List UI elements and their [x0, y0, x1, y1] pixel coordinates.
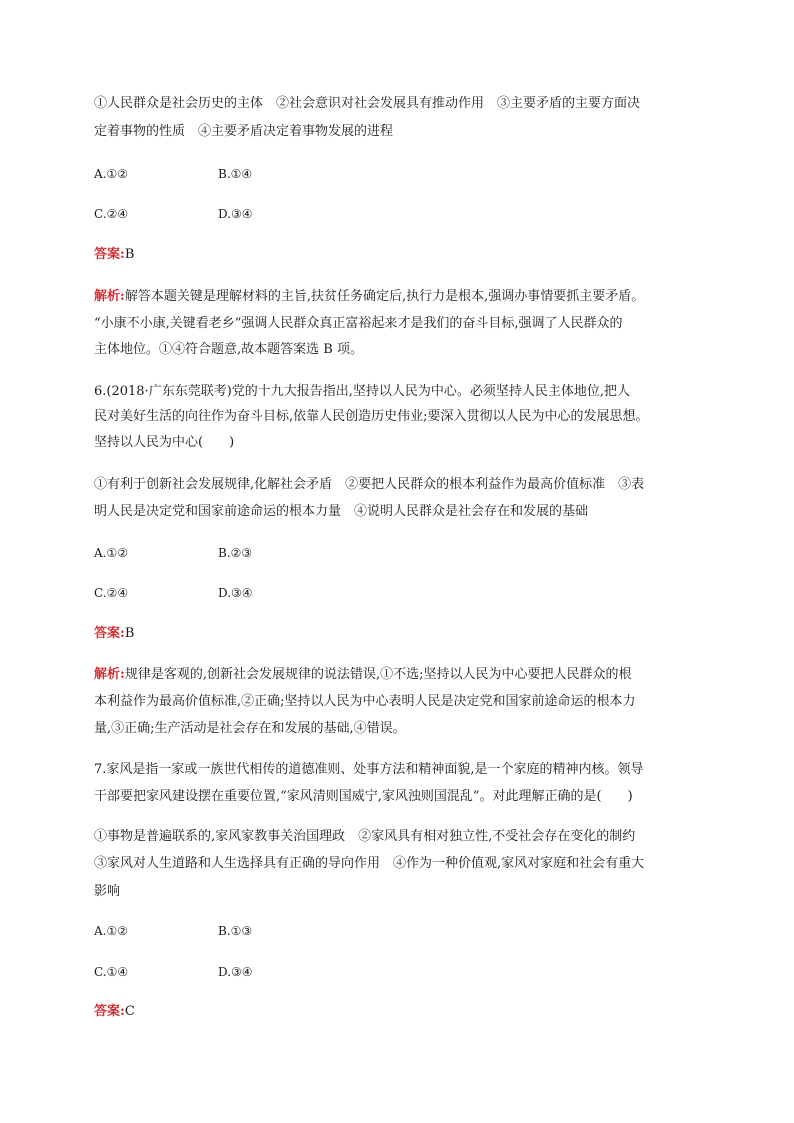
q7-answer-value: C	[124, 1004, 135, 1019]
q5-answer-label: 答案:	[94, 247, 125, 262]
q6-statement-line-2: 明人民是决定党和国家前途命运的根本力量 ④说明人民群众是社会存在和发展的基础	[94, 504, 589, 519]
q5-answer	[94, 246, 134, 264]
q7-answer	[94, 1003, 135, 1021]
q7-statement-line-3: 影响	[94, 884, 121, 899]
q7-statement-line-1: ①事物是普遍联系的,家风家教事关治国理政 ②家风具有相对独立性,不受社会存在变化的制约	[94, 829, 636, 844]
q6-statement-line-1: ①有利于创新社会发展规律,化解社会矛盾 ②要把人民群众的根本利益作为最高价值标准 ③表	[94, 477, 645, 492]
q5-analysis-label: 解析:	[94, 289, 125, 304]
q6-stem-line-2: 民对美好生活的向往作为奋斗目标,依靠人民创造历史伟业;要深入贯彻以人民为中心的发展思想。	[94, 409, 649, 424]
q5-option-c: C.②④	[94, 207, 129, 221]
q6-analysis-line-1	[94, 666, 631, 684]
q7-stem-line-2: 干部要把家风建设摆在重要位置,“家风清则国威宁,家风浊则国混乱”。对此理解正确的是( )	[94, 789, 633, 804]
q6-option-a: A.①②	[94, 546, 128, 560]
q6-answer-value: B	[124, 626, 135, 641]
q5-analysis-line-3: 主体地位。①④符合题意,故本题答案选 B 项。	[94, 342, 363, 357]
q5-analysis-line-1	[94, 288, 644, 306]
q6-answer-label: 答案:	[94, 626, 125, 641]
q7-option-a: A.①②	[94, 924, 128, 938]
q6-analysis-label: 解析:	[94, 667, 125, 682]
q5-analysis-line-2: “小康不小康,关键看老乡”强调人民群众真正富裕起来才是我们的奋斗目标,强调了人民群众的	[94, 316, 623, 331]
q5-statement-line-2: 定着事物的性质 ④主要矛盾决定着事物发展的进程	[94, 124, 394, 139]
q6-answer	[94, 625, 134, 643]
q6-option-c: C.②④	[94, 586, 129, 600]
q5-answer-value: B	[124, 247, 135, 262]
q6-stem-line-1: 6.(2018·广东东莞联考)党的十九大报告指出,坚持以人民为中心。必须坚持人民主体地位,把人	[94, 384, 631, 399]
q5-option-d: D.③④	[218, 207, 253, 221]
q6-option-d: D.③④	[218, 586, 253, 600]
q5-option-a: A.①②	[94, 167, 128, 181]
q7-statement-line-2: ③家风对人生道路和人生选择具有正确的导向作用 ④作为一种价值观,家风对家庭和社会有重大	[94, 856, 645, 871]
q7-option-c: C.①④	[94, 965, 129, 979]
q5-analysis-text-1: 解答本题关键是理解材料的主旨,扶贫任务确定后,执行力是根本,强调办事情要抓主要矛盾。	[124, 289, 645, 304]
q6-option-b: B.②③	[218, 546, 253, 560]
q6-stem-line-3: 坚持以人民为中心( )	[94, 435, 235, 450]
q6-analysis-line-2: 本利益作为最高价值标准,②正确;坚持以人民为中心表明人民是决定党和国家前途命运的根本力	[94, 694, 636, 709]
q7-stem-line-1: 7.家风是指一家或一族世代相传的道德准则、处事方法和精神面貌,是一个家庭的精神内核。领导	[94, 762, 644, 777]
q5-option-b: B.①④	[218, 167, 253, 181]
q6-analysis-text-1: 规律是客观的,创新社会发展规律的说法错误,①不选;坚持以人民为中心要把人民群众的根	[124, 667, 632, 682]
q6-analysis-line-3: 量,③正确;生产活动是社会存在和发展的基础,④错误。	[94, 721, 406, 736]
q5-statement-line-1: ①人民群众是社会历史的主体 ②社会意识对社会发展具有推动作用 ③主要矛盾的主要方面决	[94, 96, 641, 111]
q7-option-b: B.①③	[218, 924, 253, 938]
q7-option-d: D.③④	[218, 965, 253, 979]
q7-answer-label: 答案:	[94, 1004, 125, 1019]
